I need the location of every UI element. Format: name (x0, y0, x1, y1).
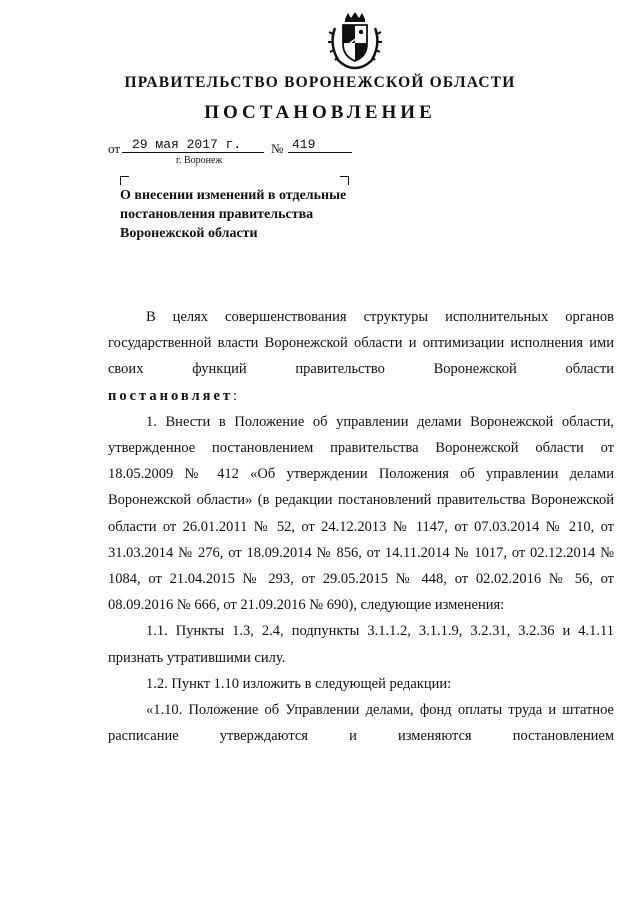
number-underline (288, 152, 352, 153)
from-label: от (108, 141, 121, 156)
document-date: 29 мая 2017 г. (132, 137, 242, 152)
resolves-word: постановляет (108, 387, 234, 404)
item-1-10-paragraph: «1.10. Положение об Управлении делами, фонд оплаты труда и штатное расписание утверждаются и изменяются постановлением (108, 702, 614, 745)
subject-corner-left (120, 176, 129, 185)
item-1-2-paragraph: 1.2. Пункт 1.10 изложить в следующей редакции: (146, 675, 452, 692)
document-number: 419 (292, 137, 316, 152)
item-1-paragraph: 1. Внести в Положение об управлении делами Воронежской области, утвержденное постановлением правительства Воронежской области от 18.05.2009 № 412 «Об утверждении Положения об управлении делами Воронежской области» (в редакции постановлений правительства Воронежской области от 26.01.2011 № 52, от 24.12.2013 № 1147, от 07.03.2014 № 210, от 31.03.2014 № 276, от 18.09.2014 № 856, от 14.11.2014 № 1017, от 02.12.2014 № 1084, от 21.04.2015 № 293, от 29.05.2015 № 448, от 02.02.2016 № 56, от 08.09.2016 № 666, от 21.09.2016 № 690), следующие изменения: (108, 413, 614, 614)
resolves-colon: : (233, 387, 238, 404)
document-subject: О внесении изменений в отдельные постановления правительства Воронежской области (120, 188, 347, 241)
document-type-title: ПОСТАНОВЛЕНИЕ (204, 102, 436, 123)
date-number-row (108, 137, 368, 159)
intro-paragraph: В целях совершенствования структуры исполнительных органов государственной власти Воронежской области и оптимизации исполнения ими своих функций правительство Воронежской области (108, 309, 614, 378)
item-1-1-paragraph: 1.1. Пункты 1.3, 2.4, подпункты 3.1.1.2, 3.1.1.9, 3.2.31, 3.2.36 и 4.1.11 признать утратившими силу. (108, 623, 614, 666)
city-label: г. Воронеж (176, 155, 223, 166)
date-underline (122, 152, 264, 153)
subject-corner-right (340, 176, 349, 185)
coat-of-arms-emblem (326, 10, 384, 72)
resolves-paragraph (108, 383, 614, 409)
number-label: № (271, 141, 284, 156)
organization-title: ПРАВИТЕЛЬСТВО ВОРОНЕЖСКОЙ ОБЛАСТИ (124, 74, 516, 91)
document-body (108, 304, 614, 749)
